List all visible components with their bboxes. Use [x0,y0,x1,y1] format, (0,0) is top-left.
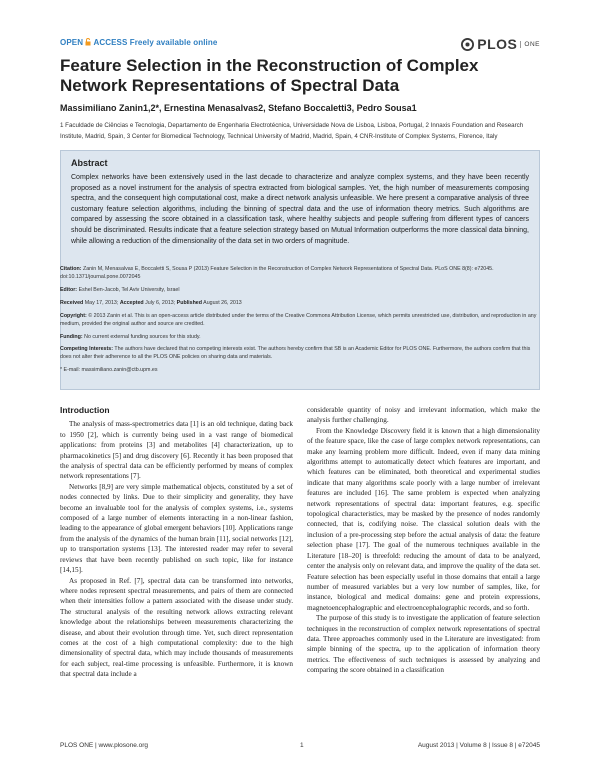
body-paragraph: Networks [8,9] are very simple mathematical objects, constituted by a set of nodes connected by links. Due to their simplicity and generality, they have become an invaluable tool for the analysis of complex systems, i.e., systems composed of a large number of elements interacting in a non-linear fashion, leading to the appearance of global emergent behaviors [10]. Applications range from the analysis of the dynamics of the human brain [11], social networks [12], up to transportation systems [13]. The interested reader may refer to several reviews that have been recently published on such topic, like for instance [14,15]. [60,482,293,575]
copyright-label: Copyright: [60,313,87,319]
competing-interests-line [60,345,540,361]
open-access-access: ACCESS [93,38,128,47]
footer-issue-info: August 2013 | Volume 8 | Issue 8 | e72045 [417,742,540,749]
affiliations: 1 Faculdade de Ciências e Tecnologia, Departamento de Engenharia Electrotécnica, Universidade Nova de Lisboa, Lisboa, Portugal, 2 Innaxis Foundation and Research Institute, Madrid, Spain, 3 Center for Biomedical Technology, Technical University of Madrid, Madrid, Spain, 4 CNR-Institute of Complex Systems, Florence, Italy [60,122,524,140]
funding-text: No current external funding sources for this study. [84,334,201,340]
published-date: August 26, 2013 [203,300,242,306]
funding-label: Funding: [60,334,83,340]
freely-available-label: Freely available online [129,38,218,47]
citation-line [60,265,540,281]
body-paragraph: The purpose of this study is to investigate the application of feature selection techniques in the reconstruction of complex network representations of spectral data. Three approaches commonly used in the Literature are investigated: from simple binning of the spectra, up to the application of information theory metrics. The effectiveness of such techniques is assessed by analyzing and comparing the score obtained in a classification [307,614,540,675]
introduction-heading: Introduction [60,405,110,415]
citation-label: Citation: [60,266,82,272]
competing-label: Competing Interests: [60,346,113,352]
received-label: Received [60,300,84,306]
open-access-label [60,38,217,47]
one-logo-text: ONE [520,41,540,48]
dates-line [60,299,540,307]
page-number: 1 [300,742,304,749]
received-date: May 17, 2013; [84,300,119,306]
footer-journal-link[interactable]: PLOS ONE | www.plosone.org [60,742,149,749]
journal-header [60,36,540,54]
open-access-open: OPEN [60,38,84,47]
open-access-lock-icon [85,38,91,46]
author-list: Massimiliano Zanin1,2*, Ernestina Menasalvas2, Stefano Boccaletti3, Pedro Sousa1 [60,103,417,113]
citation-text: Zanin M, Menasalvas E, Boccaletti S, Sousa P (2013) Feature Selection in the Reconstruction of Complex Network Representations of Spectral Data. PLoS ONE 8(8): e72045. doi:10.1371/journal.pone.0072045 [60,266,494,280]
competing-text: The authors have declared that no competing interests exist. The authors hereby confirm that SB is an Academic Editor for PLOS ONE. Furthermore, the authors confirm that this does not alter their adherence to all the PLOS ONE policies on sharing data and materials. [60,346,531,360]
abstract-text: Complex networks have been extensively used in the last decade to characterize and analyze complex systems, and they have been recently proposed as a novel instrument for the analysis of spectra extracted from biological samples. Yet, the high number of measurements composing spectra, and the consequent high computational cost, make a direct network analysis unfeasible. We here present a comparative analysis of three customary feature selection algorithms, including the binning of spectral data and the use of information theory metrics. Such algorithms are compared by assessing the score obtained in a classification task, where healthy subjects and people suffering from different types of cancers should be discriminated. Results indicate that a feature selection strategy based on Mutual Information outperforms the more classical data binning, while allowing a reduction of the dimensionality of the data set in two orders of magnitude. [71,174,529,245]
accepted-label: Accepted [119,300,144,306]
email-line [60,366,540,374]
article-title: Feature Selection in the Reconstruction of Complex Network Representations of Spectral Data [60,56,479,95]
plos-logo-icon [461,38,474,51]
corresponding-email-link[interactable]: * E-mail: massimiliano.zanin@ctb.upm.es [60,367,158,373]
plos-logo-text: PLOS [477,36,518,52]
body-paragraph: considerable quantity of noisy and irrelevant information, which make the analysis further challenging. [307,406,540,425]
left-column [60,405,293,680]
right-column [307,405,540,676]
published-label: Published [176,300,202,306]
body-paragraph: As proposed in Ref. [7], spectral data can be transformed into networks, where nodes represent spectral measurements, and pairs of them are connected when their intensities follow a pattern associated with the disease under study. The structural analysis of the resulting network allows extracting relevant knowledge about the relationships between measurements characterizing the disease, and about their evolution through time. Yet, such direct representation comes at the cost of a high computational complexity: due to the high dimensionality of spectral data, which may include thousands of measurements for each subject, real-time processing is unfeasible. Furthermore, it is known that spectral data include a [60,576,293,679]
editor-label: Editor: [60,287,78,293]
accepted-date: July 6, 2013; [145,300,176,306]
editor-line [60,286,540,294]
abstract-heading: Abstract [71,158,108,168]
body-paragraph: From the Knowledge Discovery field it is known that a high dimensionality of the feature space, like the case of large complex network representations, can make any learning problem more difficult. Indeed, even if many data mining algorithms attempt to automatically detect which features are important, and which features can be eliminated, both theoretical and experimental studies indicate that many algorithms scale poorly with a large number of irrelevant features are included [16]. The same problem is expected when analyzing network representations of spectral data: important features, e.g. specific topological characteristics, may be masked by the presence of nodes randomly connected, that is, codifying noise. The classical solution deals with the inclusion of a pre-processing step before the actual analysis of data: the feature selection phase [17]. The goal of the numerous techniques available in the Literature [18–20] is threefold: reducing the amount of data to be analyzed, center the analysis only on relevant data, and improve the quality of the data set. Feature selection has been especially useful in those domains that entail a large number of measured variables but a very low number of samples, like, for instance, biological and medical domains: gene and protein expressions, magnetoencephalographic and electroencephalographic records, and so forth. [307,426,540,612]
funding-line [60,333,540,341]
copyright-text: © 2013 Zanin et al. This is an open-access article distributed under the terms of the Creative Commons Attribution License, which permits unrestricted use, distribution, and reproduction in any medium, provided the original author and source are credited. [60,313,537,327]
editor-text: Eshel Ben-Jacob, Tel Aviv University, Israel [78,287,180,293]
plos-one-logo [461,36,540,52]
copyright-line [60,312,540,328]
body-paragraph: The analysis of mass-spectrometrics data [1] is an old technique, dating back to 1950 [2], which is currently being used in a vast range of biomedical applications: from proteins [3] and metabolites [4] characterization, up to pharmacokinetics [5] and drug discovery [6]. Recently it has been proposed that the analysis of spectral data can be efficiently performed by means of complex network representations [7]. [60,420,293,481]
